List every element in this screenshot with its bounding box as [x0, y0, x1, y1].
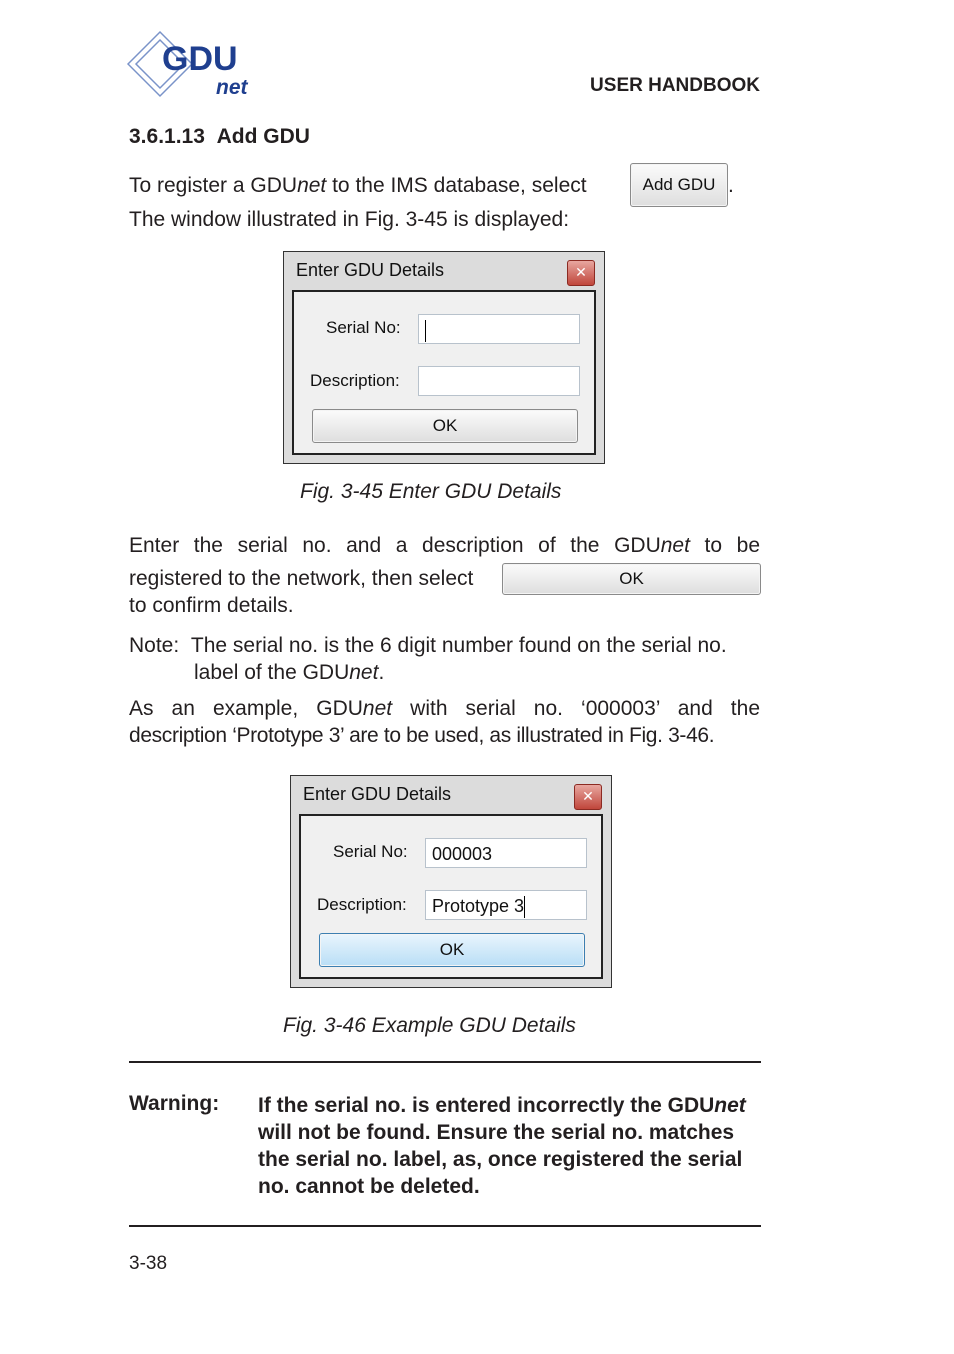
instructions-text-a: Enter the serial no. and a description of the GDU: [129, 534, 661, 557]
warning-label: Warning:: [129, 1092, 220, 1115]
enter-gdu-details-dialog-empty: [283, 251, 605, 464]
text-cursor: [425, 320, 426, 342]
dialog-body: [292, 290, 596, 455]
intro-text-a: To register a GDU: [129, 174, 298, 197]
description-input[interactable]: [418, 366, 580, 396]
dialog-title: Enter GDU Details: [303, 784, 452, 804]
logo-main-text: GDU: [162, 40, 238, 78]
dialog-body: [299, 814, 603, 979]
intro-paragraph: [129, 172, 587, 240]
warning-text-italic: net: [714, 1094, 746, 1117]
ok-button[interactable]: OK: [312, 409, 578, 443]
serial-input[interactable]: 000003: [425, 838, 587, 868]
ok-button[interactable]: OK: [319, 933, 585, 967]
description-label: Description:: [317, 895, 407, 914]
example-text-b: with serial no. ‘000003’ and the: [392, 697, 760, 720]
example-line-1: [129, 695, 760, 722]
note-line-2: [129, 659, 760, 686]
intro-line-1: [129, 172, 587, 206]
add-gdu-button[interactable]: Add GDU: [630, 163, 728, 207]
example-line-2: description ‘Prototype 3’ are to be used, as illustrated in Fig. 3-46.: [129, 724, 715, 747]
enter-gdu-details-dialog-filled: [290, 775, 612, 988]
example-text-italic: net: [362, 697, 393, 720]
figure-1-caption: Fig. 3-45 Enter GDU Details: [300, 480, 562, 503]
dialog-title: Enter GDU Details: [296, 260, 445, 280]
intro-period: .: [728, 174, 734, 197]
warning-text: [258, 1092, 761, 1200]
note-paragraph: [129, 632, 760, 686]
instructions-line-3: to confirm details.: [129, 594, 294, 617]
ok-button-inline[interactable]: OK: [502, 563, 761, 595]
instructions-text-b: to be: [689, 534, 760, 557]
description-value: Prototype 3: [432, 896, 525, 916]
warning-text-a: If the serial no. is entered incorrectly the GDU: [258, 1094, 715, 1117]
example-text-a: As an example, GDU: [129, 697, 363, 720]
instructions-line-1: [129, 532, 760, 559]
divider-bottom: [129, 1225, 761, 1227]
note-text-italic: net: [349, 661, 379, 684]
warning-text-b: will not be found. Ensure the serial no. matches the serial no. label, as, once registered the serial no. cannot be deleted.: [258, 1121, 743, 1198]
figure-2-caption: Fig. 3-46 Example GDU Details: [283, 1014, 576, 1037]
handbook-header: USER HANDBOOK: [590, 75, 760, 96]
description-input[interactable]: [425, 890, 587, 920]
instructions-text-italic: net: [660, 534, 690, 557]
text-cursor: [524, 896, 525, 918]
serial-input[interactable]: [418, 314, 580, 344]
note-line-1: The serial no. is the 6 digit number found on the serial no.: [190, 634, 727, 657]
note-text-end: .: [378, 661, 385, 684]
divider-top: [129, 1061, 761, 1063]
serial-label: Serial No:: [326, 318, 401, 337]
close-icon[interactable]: ✕: [567, 260, 595, 286]
serial-label: Serial No:: [333, 842, 408, 861]
intro-text-b: to the IMS database, select: [326, 174, 587, 197]
gdunet-logo: [126, 30, 266, 100]
page-number: 3-38: [129, 1253, 168, 1274]
note-label: Note:: [129, 634, 180, 657]
note-text-a: label of the GDU: [194, 661, 350, 684]
description-label: Description:: [310, 371, 400, 390]
logo-sub-text: net: [216, 76, 248, 99]
intro-line-2: The window illustrated in Fig. 3-45 is displayed:: [129, 208, 570, 231]
example-paragraph: [129, 695, 760, 749]
intro-text-italic: net: [297, 174, 327, 197]
close-icon[interactable]: ✕: [574, 784, 602, 810]
instructions-line-2: registered to the network, then select: [129, 567, 474, 590]
section-heading: [129, 125, 310, 149]
section-title: Add GDU: [216, 125, 310, 148]
section-number: 3.6.1.13: [129, 125, 205, 148]
